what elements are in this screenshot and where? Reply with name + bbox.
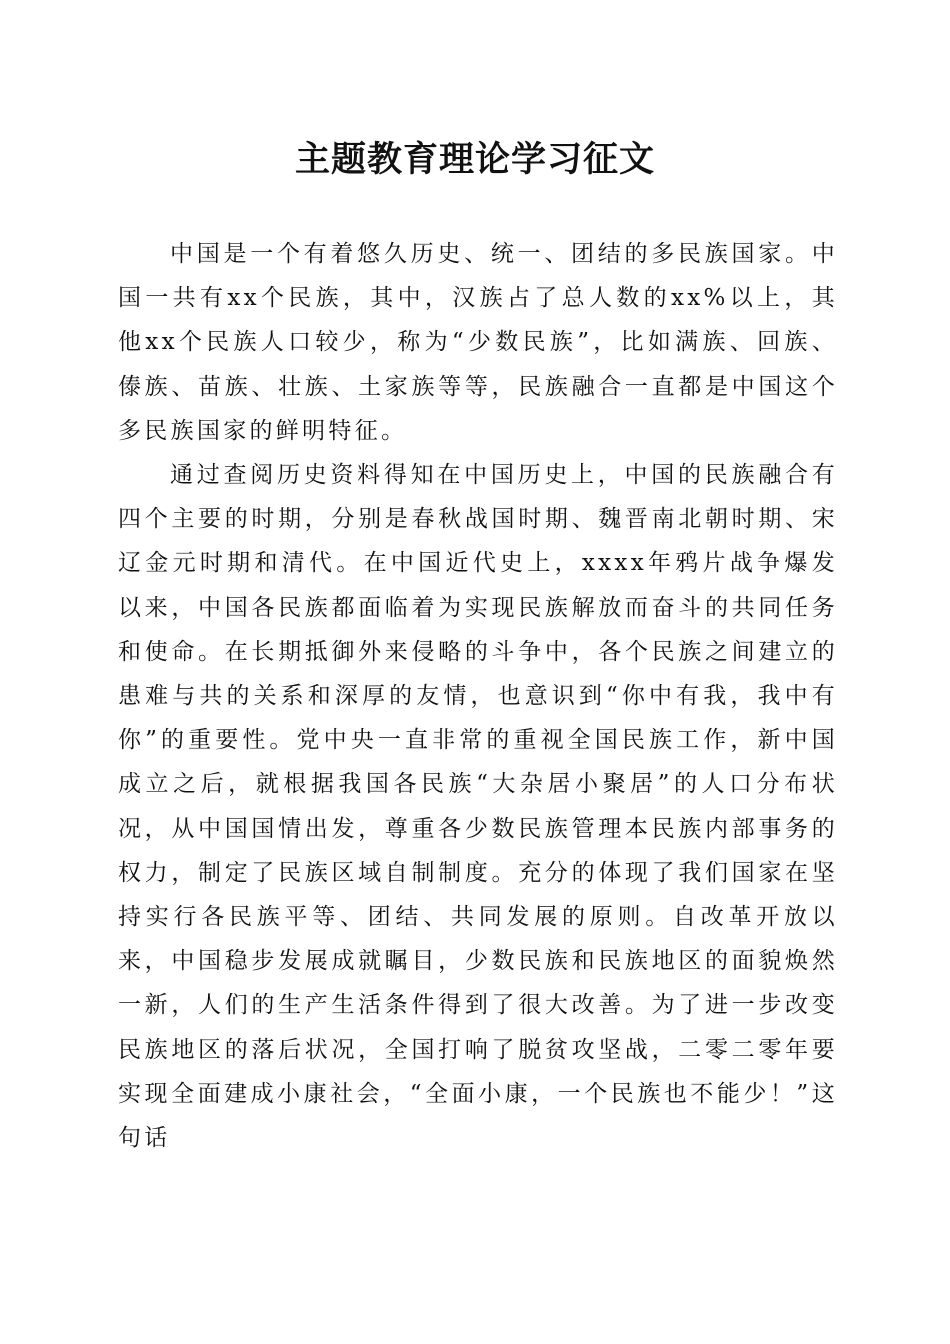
- paragraph-text: 中国是一个有着悠久历史、统一、团结的多民族国家。中国一共有xx个民族，其中，汉族占了总人数的xx%以上，其他xx个民族人口较少，称为“少数民族”，比如满族、回族、傣族、苗族、壮族、土家族等等，民族融合一直都是中国这个多民族国家的鲜明特征。: [118, 241, 838, 444]
- document-body: [118, 232, 838, 1160]
- paragraph-2: [118, 453, 838, 1160]
- paragraph-text: 通过查阅历史资料得知在中国历史上，中国的民族融合有四个主要的时期，分别是春秋战国时期、魏晋南北朝时期、宋辽金元时期和清代。在中国近代史上，xxxx年鸦片战争爆发以来，中国各民族都面临着为实现民族解放而奋斗的共同任务和使命。在长期抵御外来侵略的斗争中，各个民族之间建立的患难与共的关系和深厚的友情，也意识到“你中有我，我中有你”的重要性。党中央一直非常的重视全国民族工作，新中国成立之后，就根据我国各民族“大杂居小聚居”的人口分布状况，从中国国情出发，尊重各少数民族管理本民族内部事务的权力，制定了民族区域自制制度。充分的体现了我们国家在坚持实行各民族平等、团结、共同发展的原则。自改革开放以来，中国稳步发展成就瞩目，少数民族和民族地区的面貌焕然一新，人们的生产生活条件得到了很大改善。为了进一步改变民族地区的落后状况，全国打响了脱贫攻坚战，二零二零年要实现全面建成小康社会，“全面小康，一个民族也不能少！”这句话: [118, 462, 838, 1152]
- document-title: 主题教育理论学习征文: [294, 139, 655, 180]
- paragraph-1: [118, 232, 838, 453]
